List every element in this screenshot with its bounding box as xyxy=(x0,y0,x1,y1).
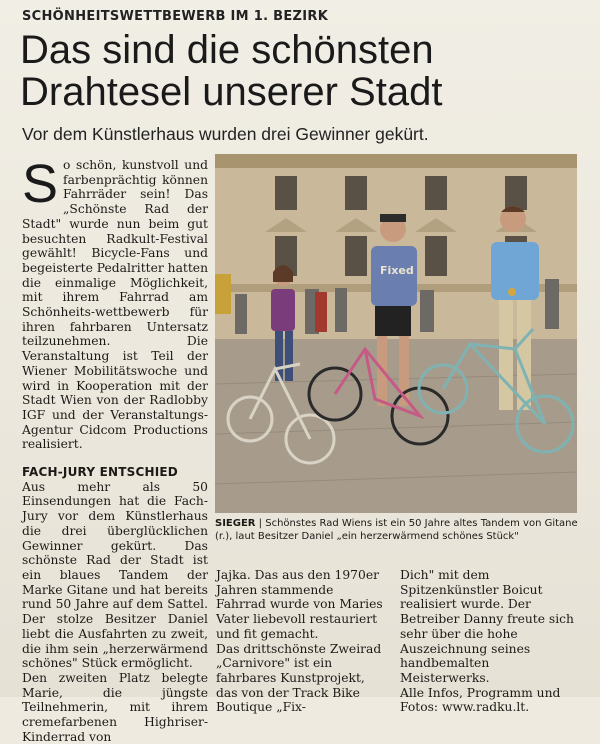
paragraph-restoration: Jajka. Das aus den 1970er Jahren stammende Fahrrad wurde von Maries Vater liebevoll restauriert und fit gemacht. xyxy=(216,568,383,641)
paragraph-second-place: Den zweiten Platz belegte Marie, die jüngste Teilnehmerin, mit ihrem cremefarbenen Highriser-Kinderrad von xyxy=(22,670,208,744)
paragraph-third-place: Das drittschönste Zweirad „Carnivore" ist ein fahrbares Kunstprojekt, das von der Track Bike Boutique „Fix- xyxy=(216,641,382,715)
kicker: SCHÖNHEITSWETTBEWERB IM 1. BEZIRK xyxy=(22,9,329,24)
article-column-1 xyxy=(22,154,208,744)
building-cornice xyxy=(215,154,577,168)
article-column-2 xyxy=(216,568,386,715)
shirt-text: Fixed xyxy=(380,264,414,277)
intro-paragraph: o schön, kunstvoll und farbenprächtig können Fahrräder sein! Das „Schönste Rad der Stadt" wurde nun beim gut besuchten Radkult-Festival gewählt! Bicycle-Fans und begeisterte Pedalritter hatten die einmalige Möglichkeit, mit ihrem Fahrrad am Schönheits-wettbewerb für ihren fahrbaren Untersatz teilzunehmen. Die Veranstaltung ist Teil der Wiener Mobilitätswoche und wird in Kooperation mit der Stadt Wien von der Radlobby IGF und der Veranstaltungs-Agentur Cidcom Productions realisiert. xyxy=(22,158,208,452)
headline-line-1: Das sind die schönsten xyxy=(20,28,434,72)
caption-text: | Schönstes Rad Wiens ist ein 50 Jahre altes Tandem von Gitane (r.), laut Besitzer Daniel „ein herzerwärmend schönes Stück" xyxy=(215,518,578,542)
article-column-3 xyxy=(400,568,580,715)
headline xyxy=(20,29,580,113)
photo-illustration xyxy=(215,154,577,513)
caption-label: SIEGER xyxy=(215,518,256,529)
headline-line-2: Drahtesel unserer Stadt xyxy=(20,70,443,114)
subheadline: Vor dem Künstlerhaus wurden drei Gewinner gekürt. xyxy=(22,124,429,144)
photo-caption xyxy=(215,517,580,543)
yellow-sign xyxy=(215,274,231,314)
paragraph-info: Alle Infos, Programm und Fotos: www.radku.lt. xyxy=(400,685,561,715)
article-photo xyxy=(215,154,577,513)
paragraph-artist: Dich" mit dem Spitzenkünstler Boicut realisiert wurde. Der Betreiber Danny freute sich sehr über die hohe Auszeichnung seines handbemalten Meisterwerks. xyxy=(400,568,574,685)
paragraph-jury: Aus mehr als 50 Einsendungen hat die Fach-Jury vor dem Künstlerhaus die drei überglücklichen Gewinner gekürt. Das schönste Rad der Stadt ist ein blaues Tandem der Marke Gitane und hat bereits rund 50 Jahre auf dem Sattel. Der stolze Besitzer Daniel liebt die Ausfahrten zu zweit, die ihm sein „herzerwärmend schönes" Stück ermöglicht. xyxy=(22,479,208,671)
drop-cap: S xyxy=(22,154,59,214)
section-subheading: FACH-JURY ENTSCHIED xyxy=(22,465,178,480)
